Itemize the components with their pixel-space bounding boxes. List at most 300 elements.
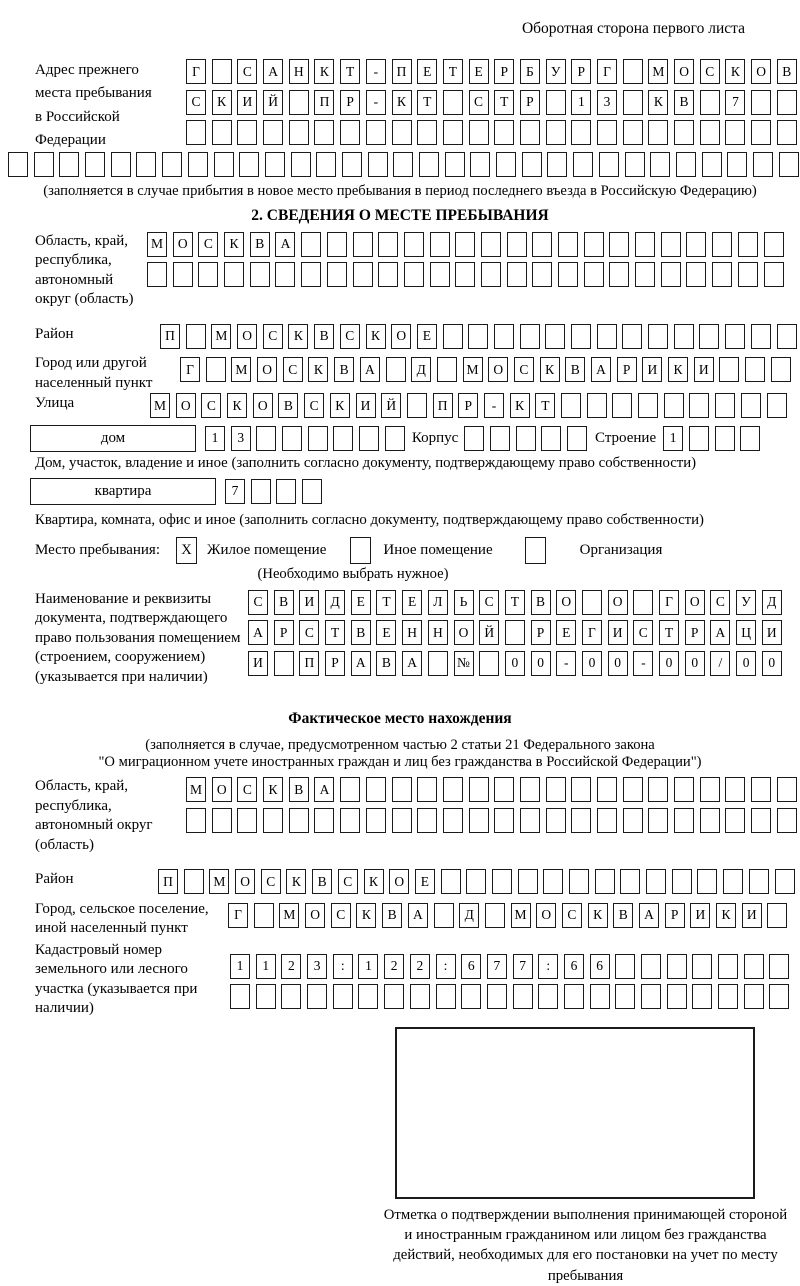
char-cell[interactable]: - [366, 90, 386, 115]
char-cell[interactable] [674, 808, 694, 833]
char-cell[interactable] [239, 152, 259, 177]
char-cell[interactable] [410, 984, 430, 1009]
char-cell[interactable] [700, 777, 720, 802]
char-cell[interactable] [464, 426, 484, 451]
char-cell[interactable]: В [674, 90, 694, 115]
char-cell[interactable] [393, 152, 413, 177]
apartment-type-box[interactable]: квартира [30, 478, 216, 505]
char-cell[interactable]: Р [520, 90, 540, 115]
char-cell[interactable] [546, 808, 566, 833]
char-cell[interactable] [496, 152, 516, 177]
char-cell[interactable] [741, 393, 761, 418]
char-cell[interactable] [661, 232, 681, 257]
char-cell[interactable]: Г [228, 903, 248, 928]
char-cell[interactable]: 1 [230, 954, 250, 979]
char-cell[interactable] [417, 808, 437, 833]
char-cell[interactable] [650, 152, 670, 177]
char-cell[interactable] [623, 59, 643, 84]
char-cell[interactable]: К [330, 393, 350, 418]
char-cell[interactable] [715, 393, 735, 418]
char-cell[interactable]: О [212, 777, 232, 802]
char-cell[interactable] [469, 808, 489, 833]
char-cell[interactable] [516, 426, 536, 451]
char-cell[interactable]: 0 [582, 651, 602, 676]
char-cell[interactable]: Т [443, 59, 463, 84]
char-cell[interactable] [635, 232, 655, 257]
char-cell[interactable]: К [510, 393, 530, 418]
char-cell[interactable]: Т [376, 590, 396, 615]
char-cell[interactable] [571, 808, 591, 833]
char-cell[interactable] [676, 152, 696, 177]
char-cell[interactable]: В [613, 903, 633, 928]
char-cell[interactable]: П [160, 324, 180, 349]
char-cell[interactable]: С [469, 90, 489, 115]
char-cell[interactable] [308, 426, 328, 451]
char-cell[interactable]: 0 [505, 651, 525, 676]
char-cell[interactable] [263, 120, 283, 145]
char-cell[interactable]: В [334, 357, 354, 382]
char-cell[interactable]: Т [417, 90, 437, 115]
char-cell[interactable] [492, 869, 512, 894]
char-cell[interactable] [342, 152, 362, 177]
char-cell[interactable] [712, 232, 732, 257]
char-cell[interactable] [597, 120, 617, 145]
char-cell[interactable]: И [299, 590, 319, 615]
char-cell[interactable] [436, 984, 456, 1009]
char-cell[interactable] [314, 120, 334, 145]
char-cell[interactable]: 3 [307, 954, 327, 979]
char-cell[interactable] [417, 777, 437, 802]
char-cell[interactable]: В [250, 232, 270, 257]
char-cell[interactable]: К [314, 59, 334, 84]
char-cell[interactable] [291, 152, 311, 177]
char-cell[interactable]: С [479, 590, 499, 615]
char-cell[interactable] [466, 869, 486, 894]
char-cell[interactable]: С [700, 59, 720, 84]
char-cell[interactable] [186, 324, 206, 349]
char-cell[interactable] [718, 954, 738, 979]
char-cell[interactable]: К [716, 903, 736, 928]
char-cell[interactable]: М [147, 232, 167, 257]
char-cell[interactable] [468, 324, 488, 349]
char-cell[interactable] [692, 954, 712, 979]
char-cell[interactable]: С [186, 90, 206, 115]
char-cell[interactable] [434, 903, 454, 928]
char-cell[interactable]: Д [411, 357, 431, 382]
char-cell[interactable] [368, 152, 388, 177]
char-cell[interactable]: М [463, 357, 483, 382]
char-cell[interactable] [648, 777, 668, 802]
char-cell[interactable] [251, 479, 271, 504]
checkbox-residential[interactable]: X [176, 537, 197, 564]
char-cell[interactable]: О [751, 59, 771, 84]
char-cell[interactable]: К [366, 324, 386, 349]
char-cell[interactable] [667, 954, 687, 979]
char-cell[interactable]: Е [556, 620, 576, 645]
char-cell[interactable] [430, 262, 450, 287]
char-cell[interactable]: Й [479, 620, 499, 645]
char-cell[interactable] [147, 262, 167, 287]
char-cell[interactable] [407, 393, 427, 418]
char-cell[interactable]: Ь [454, 590, 474, 615]
char-cell[interactable] [386, 357, 406, 382]
char-cell[interactable]: 0 [531, 651, 551, 676]
char-cell[interactable]: С [304, 393, 324, 418]
char-cell[interactable] [674, 120, 694, 145]
char-cell[interactable]: И [690, 903, 710, 928]
char-cell[interactable]: У [736, 590, 756, 615]
char-cell[interactable] [648, 324, 668, 349]
char-cell[interactable] [455, 232, 475, 257]
char-cell[interactable] [715, 426, 735, 451]
char-cell[interactable] [505, 620, 525, 645]
char-cell[interactable]: В [289, 777, 309, 802]
char-cell[interactable] [302, 479, 322, 504]
char-cell[interactable] [692, 984, 712, 1009]
char-cell[interactable] [494, 324, 514, 349]
char-cell[interactable] [641, 954, 661, 979]
char-cell[interactable] [455, 262, 475, 287]
char-cell[interactable] [672, 869, 692, 894]
char-cell[interactable]: М [209, 869, 229, 894]
char-cell[interactable] [532, 232, 552, 257]
char-cell[interactable] [289, 120, 309, 145]
char-cell[interactable] [646, 869, 666, 894]
char-cell[interactable] [584, 262, 604, 287]
char-cell[interactable] [327, 262, 347, 287]
char-cell[interactable] [520, 120, 540, 145]
char-cell[interactable]: О [454, 620, 474, 645]
char-cell[interactable]: О [536, 903, 556, 928]
char-cell[interactable] [274, 651, 294, 676]
char-cell[interactable]: А [351, 651, 371, 676]
char-cell[interactable] [520, 324, 540, 349]
char-cell[interactable] [744, 984, 764, 1009]
char-cell[interactable] [686, 232, 706, 257]
char-cell[interactable] [751, 324, 771, 349]
char-cell[interactable] [751, 90, 771, 115]
char-cell[interactable]: О [685, 590, 705, 615]
char-cell[interactable]: Т [340, 59, 360, 84]
char-cell[interactable] [633, 590, 653, 615]
char-cell[interactable] [494, 120, 514, 145]
char-cell[interactable]: 3 [231, 426, 251, 451]
char-cell[interactable] [674, 324, 694, 349]
char-cell[interactable] [237, 120, 257, 145]
char-cell[interactable] [520, 777, 540, 802]
char-cell[interactable]: В [565, 357, 585, 382]
char-cell[interactable]: Г [597, 59, 617, 84]
char-cell[interactable] [441, 869, 461, 894]
char-cell[interactable]: О [389, 869, 409, 894]
char-cell[interactable]: И [237, 90, 257, 115]
char-cell[interactable]: М [150, 393, 170, 418]
char-cell[interactable] [587, 393, 607, 418]
char-cell[interactable]: 0 [659, 651, 679, 676]
char-cell[interactable] [777, 90, 797, 115]
char-cell[interactable] [289, 90, 309, 115]
char-cell[interactable] [609, 232, 629, 257]
char-cell[interactable] [771, 357, 791, 382]
char-cell[interactable] [725, 808, 745, 833]
char-cell[interactable] [518, 869, 538, 894]
char-cell[interactable]: И [642, 357, 662, 382]
char-cell[interactable]: Д [762, 590, 782, 615]
char-cell[interactable] [494, 808, 514, 833]
char-cell[interactable] [34, 152, 54, 177]
char-cell[interactable] [237, 808, 257, 833]
char-cell[interactable] [569, 869, 589, 894]
char-cell[interactable] [597, 777, 617, 802]
char-cell[interactable] [256, 984, 276, 1009]
char-cell[interactable]: 1 [358, 954, 378, 979]
char-cell[interactable] [674, 777, 694, 802]
char-cell[interactable] [353, 262, 373, 287]
char-cell[interactable]: П [433, 393, 453, 418]
char-cell[interactable]: А [263, 59, 283, 84]
char-cell[interactable]: К [648, 90, 668, 115]
char-cell[interactable]: Д [325, 590, 345, 615]
char-cell[interactable]: Б [520, 59, 540, 84]
char-cell[interactable]: С [299, 620, 319, 645]
char-cell[interactable]: К [286, 869, 306, 894]
char-cell[interactable]: С [248, 590, 268, 615]
char-cell[interactable]: С [198, 232, 218, 257]
char-cell[interactable]: В [312, 869, 332, 894]
char-cell[interactable] [751, 777, 771, 802]
char-cell[interactable]: : [538, 954, 558, 979]
char-cell[interactable]: С [263, 324, 283, 349]
char-cell[interactable] [256, 426, 276, 451]
char-cell[interactable]: С [261, 869, 281, 894]
char-cell[interactable]: А [710, 620, 730, 645]
char-cell[interactable]: В [382, 903, 402, 928]
char-cell[interactable]: А [314, 777, 334, 802]
char-cell[interactable] [541, 426, 561, 451]
char-cell[interactable] [702, 152, 722, 177]
char-cell[interactable]: 6 [564, 954, 584, 979]
char-cell[interactable]: К [356, 903, 376, 928]
char-cell[interactable] [612, 393, 632, 418]
char-cell[interactable]: А [248, 620, 268, 645]
char-cell[interactable]: 7 [513, 954, 533, 979]
char-cell[interactable] [212, 59, 232, 84]
char-cell[interactable] [494, 777, 514, 802]
char-cell[interactable] [289, 808, 309, 833]
char-cell[interactable]: Р [340, 90, 360, 115]
char-cell[interactable] [538, 984, 558, 1009]
char-cell[interactable]: С [710, 590, 730, 615]
char-cell[interactable]: П [299, 651, 319, 676]
char-cell[interactable]: Р [617, 357, 637, 382]
char-cell[interactable] [777, 777, 797, 802]
char-cell[interactable] [777, 324, 797, 349]
char-cell[interactable] [638, 393, 658, 418]
char-cell[interactable]: К [212, 90, 232, 115]
char-cell[interactable]: Е [469, 59, 489, 84]
char-cell[interactable]: Г [180, 357, 200, 382]
char-cell[interactable] [111, 152, 131, 177]
char-cell[interactable] [366, 808, 386, 833]
char-cell[interactable]: Й [263, 90, 283, 115]
char-cell[interactable] [689, 393, 709, 418]
char-cell[interactable] [275, 262, 295, 287]
char-cell[interactable] [699, 324, 719, 349]
char-cell[interactable] [470, 152, 490, 177]
char-cell[interactable] [520, 808, 540, 833]
char-cell[interactable] [769, 954, 789, 979]
char-cell[interactable] [718, 984, 738, 1009]
char-cell[interactable] [740, 426, 760, 451]
char-cell[interactable]: К [392, 90, 412, 115]
char-cell[interactable] [767, 903, 787, 928]
char-cell[interactable] [276, 479, 296, 504]
char-cell[interactable] [307, 984, 327, 1009]
char-cell[interactable]: 1 [571, 90, 591, 115]
checkbox-organization[interactable] [525, 537, 546, 564]
char-cell[interactable]: 3 [597, 90, 617, 115]
char-cell[interactable]: - [484, 393, 504, 418]
char-cell[interactable] [567, 426, 587, 451]
char-cell[interactable] [545, 324, 565, 349]
char-cell[interactable] [366, 120, 386, 145]
char-cell[interactable] [571, 324, 591, 349]
char-cell[interactable]: Е [415, 869, 435, 894]
char-cell[interactable]: 0 [685, 651, 705, 676]
char-cell[interactable] [366, 777, 386, 802]
char-cell[interactable]: 6 [590, 954, 610, 979]
char-cell[interactable]: Р [274, 620, 294, 645]
char-cell[interactable] [445, 152, 465, 177]
char-cell[interactable] [378, 262, 398, 287]
char-cell[interactable]: 6 [461, 954, 481, 979]
char-cell[interactable]: Р [494, 59, 514, 84]
char-cell[interactable]: 0 [736, 651, 756, 676]
char-cell[interactable]: В [531, 590, 551, 615]
char-cell[interactable] [301, 232, 321, 257]
char-cell[interactable] [487, 984, 507, 1009]
char-cell[interactable] [507, 262, 527, 287]
char-cell[interactable]: О [608, 590, 628, 615]
char-cell[interactable] [384, 984, 404, 1009]
char-cell[interactable]: С [237, 59, 257, 84]
char-cell[interactable]: С [237, 777, 257, 802]
char-cell[interactable] [582, 590, 602, 615]
char-cell[interactable]: И [356, 393, 376, 418]
char-cell[interactable] [777, 120, 797, 145]
char-cell[interactable]: Д [459, 903, 479, 928]
char-cell[interactable] [641, 984, 661, 1009]
char-cell[interactable] [230, 984, 250, 1009]
char-cell[interactable]: К [540, 357, 560, 382]
char-cell[interactable] [779, 152, 799, 177]
char-cell[interactable] [584, 232, 604, 257]
char-cell[interactable]: 7 [725, 90, 745, 115]
char-cell[interactable] [751, 808, 771, 833]
char-cell[interactable] [173, 262, 193, 287]
char-cell[interactable] [340, 120, 360, 145]
char-cell[interactable] [392, 120, 412, 145]
char-cell[interactable]: М [648, 59, 668, 84]
char-cell[interactable]: Т [535, 393, 555, 418]
char-cell[interactable] [316, 152, 336, 177]
char-cell[interactable] [700, 120, 720, 145]
char-cell[interactable] [392, 777, 412, 802]
char-cell[interactable]: С [283, 357, 303, 382]
char-cell[interactable]: Е [417, 59, 437, 84]
char-cell[interactable] [327, 232, 347, 257]
char-cell[interactable]: О [176, 393, 196, 418]
char-cell[interactable] [263, 808, 283, 833]
char-cell[interactable] [615, 984, 635, 1009]
char-cell[interactable]: Т [659, 620, 679, 645]
char-cell[interactable] [661, 262, 681, 287]
char-cell[interactable] [353, 232, 373, 257]
char-cell[interactable]: Н [428, 620, 448, 645]
char-cell[interactable] [727, 152, 747, 177]
char-cell[interactable] [8, 152, 28, 177]
char-cell[interactable]: - [556, 651, 576, 676]
char-cell[interactable] [162, 152, 182, 177]
char-cell[interactable] [753, 152, 773, 177]
char-cell[interactable]: М [231, 357, 251, 382]
char-cell[interactable] [648, 120, 668, 145]
char-cell[interactable] [333, 426, 353, 451]
char-cell[interactable] [573, 152, 593, 177]
char-cell[interactable]: С [633, 620, 653, 645]
char-cell[interactable]: Г [582, 620, 602, 645]
char-cell[interactable]: Т [494, 90, 514, 115]
char-cell[interactable] [340, 777, 360, 802]
char-cell[interactable]: Г [186, 59, 206, 84]
char-cell[interactable] [725, 777, 745, 802]
char-cell[interactable] [136, 152, 156, 177]
char-cell[interactable]: 7 [225, 479, 245, 504]
char-cell[interactable]: В [376, 651, 396, 676]
char-cell[interactable] [622, 324, 642, 349]
char-cell[interactable]: Р [685, 620, 705, 645]
char-cell[interactable]: И [248, 651, 268, 676]
char-cell[interactable] [745, 357, 765, 382]
char-cell[interactable] [738, 262, 758, 287]
char-cell[interactable]: О [257, 357, 277, 382]
char-cell[interactable]: 1 [256, 954, 276, 979]
char-cell[interactable] [507, 232, 527, 257]
char-cell[interactable] [751, 120, 771, 145]
char-cell[interactable] [392, 808, 412, 833]
char-cell[interactable]: А [275, 232, 295, 257]
char-cell[interactable] [281, 984, 301, 1009]
char-cell[interactable]: М [279, 903, 299, 928]
char-cell[interactable]: Р [531, 620, 551, 645]
char-cell[interactable]: О [237, 324, 257, 349]
char-cell[interactable]: / [710, 651, 730, 676]
char-cell[interactable]: А [402, 651, 422, 676]
char-cell[interactable] [769, 984, 789, 1009]
char-cell[interactable] [595, 869, 615, 894]
char-cell[interactable] [443, 324, 463, 349]
char-cell[interactable]: С [340, 324, 360, 349]
char-cell[interactable] [385, 426, 405, 451]
char-cell[interactable] [85, 152, 105, 177]
char-cell[interactable]: С [201, 393, 221, 418]
char-cell[interactable] [599, 152, 619, 177]
char-cell[interactable] [777, 808, 797, 833]
char-cell[interactable]: К [725, 59, 745, 84]
char-cell[interactable] [282, 426, 302, 451]
char-cell[interactable]: О [391, 324, 411, 349]
char-cell[interactable] [59, 152, 79, 177]
